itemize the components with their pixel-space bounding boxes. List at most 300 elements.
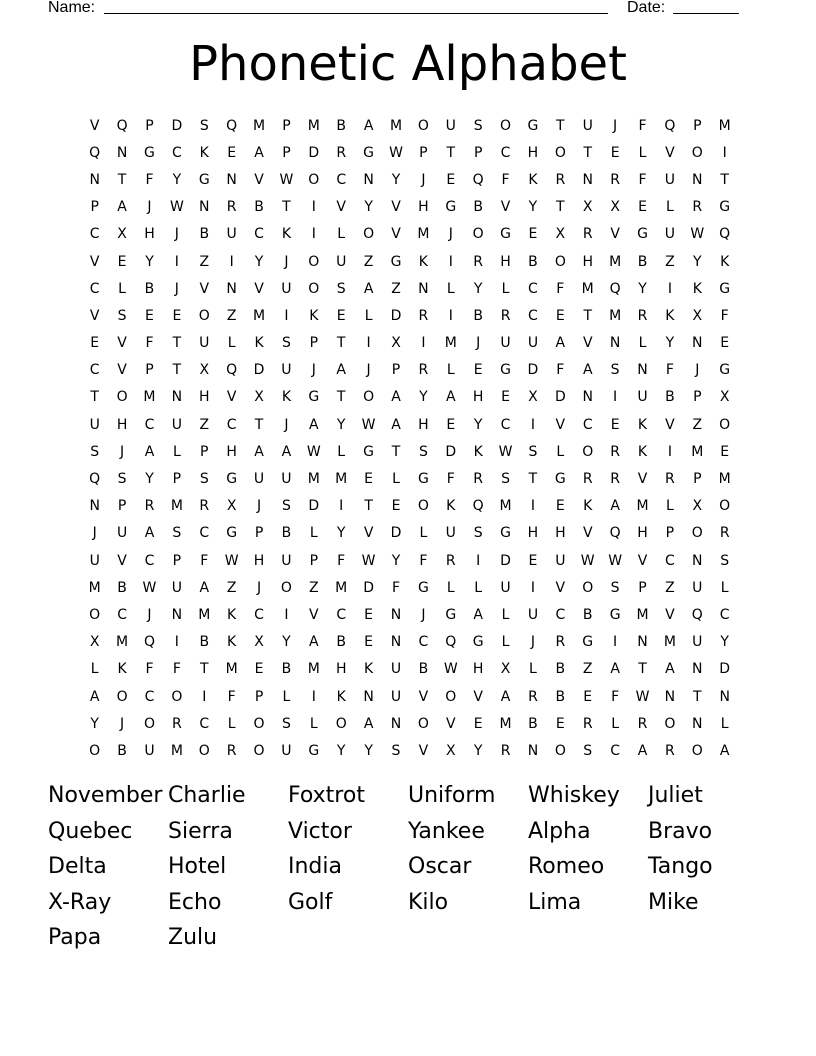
grid-letter[interactable]: B xyxy=(199,226,210,243)
grid-letter[interactable]: Y xyxy=(145,253,154,270)
grid-letter[interactable]: U xyxy=(555,552,566,569)
grid-letter[interactable]: C xyxy=(665,552,675,569)
grid-letter[interactable]: P xyxy=(309,335,319,352)
grid-letter[interactable]: E xyxy=(501,389,510,406)
grid-letter[interactable]: I xyxy=(284,307,289,324)
grid-letter[interactable]: M xyxy=(170,742,183,759)
grid-letter[interactable]: J xyxy=(695,362,700,379)
grid-letter[interactable]: C xyxy=(254,226,264,243)
grid-letter[interactable]: X xyxy=(117,226,127,243)
grid-letter[interactable]: T xyxy=(90,389,99,406)
grid-letter[interactable]: Q xyxy=(116,117,128,134)
grid-letter[interactable]: U xyxy=(171,416,182,433)
grid-letter[interactable]: M xyxy=(663,634,676,651)
grid-letter[interactable]: C xyxy=(719,606,730,623)
grid-letter[interactable]: Y xyxy=(419,389,428,406)
grid-letter[interactable]: R xyxy=(226,199,237,216)
grid-letter[interactable]: D xyxy=(719,661,731,678)
grid-letter[interactable]: R xyxy=(637,307,648,324)
grid-letter[interactable]: W xyxy=(389,144,403,161)
grid-letter[interactable]: W xyxy=(361,552,376,569)
grid-letter[interactable]: G xyxy=(527,117,539,134)
grid-letter[interactable]: L xyxy=(227,335,236,352)
grid-letter[interactable]: C xyxy=(199,715,210,732)
grid-letter[interactable]: X xyxy=(500,661,511,678)
grid-letter[interactable]: G xyxy=(445,606,457,623)
grid-letter[interactable]: P xyxy=(473,144,483,161)
grid-letter[interactable]: G xyxy=(417,471,429,488)
grid-letter[interactable]: Y xyxy=(473,280,483,297)
grid-letter[interactable]: R xyxy=(582,715,593,732)
grid-letter[interactable]: V xyxy=(582,525,593,542)
grid-letter[interactable]: N xyxy=(390,606,402,623)
grid-letter[interactable]: L xyxy=(611,715,620,732)
grid-letter[interactable]: X xyxy=(528,389,538,406)
grid-letter[interactable]: F xyxy=(665,362,674,379)
grid-letter[interactable]: F xyxy=(638,117,647,134)
grid-letter[interactable]: N xyxy=(89,498,100,515)
grid-letter[interactable]: A xyxy=(500,688,511,705)
grid-letter[interactable]: A xyxy=(144,525,155,542)
grid-letter[interactable]: B xyxy=(281,525,292,542)
grid-letter[interactable]: N xyxy=(116,144,128,161)
grid-letter[interactable]: J xyxy=(421,606,426,623)
grid-letter[interactable]: U xyxy=(281,280,292,297)
grid-letter[interactable]: I xyxy=(613,634,618,651)
grid-letter[interactable]: P xyxy=(693,471,702,488)
grid-letter[interactable]: Z xyxy=(199,416,210,433)
grid-letter[interactable]: U xyxy=(664,226,676,243)
grid-letter[interactable]: L xyxy=(282,688,291,705)
grid-letter[interactable]: B xyxy=(665,389,675,406)
grid-letter[interactable]: G xyxy=(308,742,320,759)
grid-letter[interactable]: V xyxy=(582,335,593,352)
grid-letter[interactable]: B xyxy=(336,117,347,134)
grid-letter[interactable]: Q xyxy=(89,144,101,161)
grid-letter[interactable]: R xyxy=(445,552,456,569)
grid-letter[interactable]: O xyxy=(691,525,703,542)
grid-letter[interactable]: V xyxy=(254,280,264,297)
grid-letter[interactable]: I xyxy=(448,253,453,270)
grid-letter[interactable]: O xyxy=(417,715,429,732)
grid-letter[interactable]: V xyxy=(418,688,429,705)
grid-letter[interactable]: Q xyxy=(719,226,731,243)
grid-letter[interactable]: D xyxy=(308,144,320,161)
grid-letter[interactable]: N xyxy=(390,715,402,732)
grid-letter[interactable]: L xyxy=(419,525,428,542)
grid-letter[interactable]: B xyxy=(117,742,127,759)
grid-letter[interactable]: N xyxy=(582,171,593,188)
grid-letter[interactable]: Y xyxy=(638,280,647,297)
grid-letter[interactable]: L xyxy=(638,144,647,161)
grid-letter[interactable]: F xyxy=(419,552,428,569)
grid-letter[interactable]: V xyxy=(665,144,675,161)
grid-letter[interactable]: R xyxy=(500,307,511,324)
grid-letter[interactable]: I xyxy=(722,144,727,161)
grid-letter[interactable]: L xyxy=(665,498,674,515)
grid-letter[interactable]: I xyxy=(530,416,536,433)
grid-letter[interactable]: K xyxy=(446,498,456,515)
grid-letter[interactable]: Z xyxy=(665,253,675,270)
grid-letter[interactable]: U xyxy=(281,742,292,759)
grid-letter[interactable]: C xyxy=(89,362,100,379)
grid-letter[interactable]: U xyxy=(144,742,155,759)
grid-letter[interactable]: Y xyxy=(364,199,373,216)
grid-letter[interactable]: W xyxy=(142,579,157,596)
grid-letter[interactable]: R xyxy=(418,307,429,324)
grid-letter[interactable]: C xyxy=(144,688,155,705)
grid-letter[interactable]: I xyxy=(448,307,453,324)
grid-letter[interactable]: P xyxy=(693,389,702,406)
grid-letter[interactable]: N xyxy=(609,335,621,352)
grid-letter[interactable]: M xyxy=(444,335,457,352)
grid-letter[interactable]: G xyxy=(500,362,511,379)
grid-letter[interactable]: S xyxy=(90,443,100,460)
grid-letter[interactable]: T xyxy=(528,471,538,488)
grid-letter[interactable]: O xyxy=(198,742,210,759)
grid-letter[interactable]: S xyxy=(391,742,401,759)
grid-letter[interactable]: Z xyxy=(582,661,593,678)
grid-letter[interactable]: T xyxy=(720,171,729,188)
grid-letter[interactable]: O xyxy=(554,742,566,759)
grid-letter[interactable]: M xyxy=(198,606,211,623)
grid-letter[interactable]: V xyxy=(637,471,648,488)
grid-letter[interactable]: C xyxy=(418,634,429,651)
grid-letter[interactable]: A xyxy=(309,416,319,433)
grid-letter[interactable]: P xyxy=(254,688,264,705)
grid-letter[interactable]: V xyxy=(500,199,511,216)
grid-letter[interactable]: C xyxy=(500,144,511,161)
grid-letter[interactable]: N xyxy=(692,335,703,352)
grid-letter[interactable]: G xyxy=(308,389,320,406)
grid-letter[interactable]: F xyxy=(501,171,510,188)
grid-letter[interactable]: S xyxy=(281,498,291,515)
grid-letter[interactable]: B xyxy=(254,199,264,216)
grid-letter[interactable]: V xyxy=(363,525,374,542)
grid-letter[interactable]: Q xyxy=(89,471,101,488)
grid-letter[interactable]: R xyxy=(610,171,620,188)
grid-letter[interactable]: B xyxy=(528,253,538,270)
grid-letter[interactable]: L xyxy=(529,661,537,678)
grid-letter[interactable]: Q xyxy=(472,498,484,515)
grid-letter[interactable]: R xyxy=(582,226,593,243)
grid-letter[interactable]: R xyxy=(473,253,484,270)
grid-letter[interactable]: G xyxy=(500,226,511,243)
grid-letter[interactable]: O xyxy=(198,307,210,324)
grid-letter[interactable]: D xyxy=(390,525,402,542)
grid-letter[interactable]: O xyxy=(417,117,429,134)
grid-letter[interactable]: X xyxy=(692,307,703,324)
grid-letter[interactable]: O xyxy=(582,579,594,596)
grid-letter[interactable]: M xyxy=(335,471,348,488)
grid-letter[interactable]: Y xyxy=(172,171,182,188)
grid-letter[interactable]: Y xyxy=(336,416,346,433)
grid-letter[interactable]: D xyxy=(500,552,511,569)
grid-letter[interactable]: F xyxy=(611,688,620,705)
grid-letter[interactable]: L xyxy=(556,443,565,460)
grid-letter[interactable]: J xyxy=(120,443,125,460)
grid-letter[interactable]: P xyxy=(200,443,209,460)
grid-letter[interactable]: R xyxy=(719,525,730,542)
grid-letter[interactable]: J xyxy=(476,335,481,352)
grid-letter[interactable]: O xyxy=(691,742,703,759)
grid-letter[interactable]: C xyxy=(171,144,182,161)
grid-letter[interactable]: L xyxy=(309,525,318,542)
grid-letter[interactable]: R xyxy=(144,498,155,515)
grid-letter[interactable]: M xyxy=(499,715,512,732)
grid-letter[interactable]: A xyxy=(89,688,100,705)
grid-letter[interactable]: J xyxy=(256,579,262,596)
grid-letter[interactable]: D xyxy=(171,117,183,134)
grid-letter[interactable]: K xyxy=(227,634,237,651)
grid-letter[interactable]: H xyxy=(527,144,539,161)
grid-letter[interactable]: U xyxy=(253,471,265,488)
grid-letter[interactable]: A xyxy=(582,362,593,379)
grid-letter[interactable]: K xyxy=(473,443,483,460)
grid-letter[interactable]: E xyxy=(610,416,620,433)
grid-letter[interactable]: M xyxy=(417,226,430,243)
grid-letter[interactable]: I xyxy=(530,579,536,596)
grid-letter[interactable]: Y xyxy=(528,199,538,216)
grid-letter[interactable]: G xyxy=(719,199,731,216)
grid-letter[interactable]: V xyxy=(226,389,237,406)
grid-letter[interactable]: V xyxy=(418,742,429,759)
grid-letter[interactable]: L xyxy=(337,226,346,243)
grid-letter[interactable]: M xyxy=(307,661,320,678)
grid-letter[interactable]: K xyxy=(720,253,730,270)
grid-letter[interactable]: P xyxy=(638,579,647,596)
grid-letter[interactable]: P xyxy=(145,362,154,379)
grid-letter[interactable]: V xyxy=(473,688,483,705)
grid-letter[interactable]: N xyxy=(637,634,648,651)
grid-letter[interactable]: G xyxy=(226,471,238,488)
grid-letter[interactable]: G xyxy=(226,525,238,542)
grid-letter[interactable]: U xyxy=(692,579,703,596)
grid-letter[interactable]: A xyxy=(363,117,374,134)
grid-letter[interactable]: T xyxy=(336,335,346,352)
grid-letter[interactable]: L xyxy=(392,471,400,488)
grid-letter[interactable]: I xyxy=(366,335,371,352)
grid-letter[interactable]: F xyxy=(638,171,647,188)
grid-letter[interactable]: O xyxy=(308,280,320,297)
grid-letter[interactable]: F xyxy=(391,579,401,596)
grid-letter[interactable]: A xyxy=(637,742,648,759)
grid-letter[interactable]: V xyxy=(391,199,401,216)
grid-letter[interactable]: V xyxy=(89,307,100,324)
grid-letter[interactable]: R xyxy=(692,199,703,216)
grid-letter[interactable]: L xyxy=(446,280,455,297)
grid-letter[interactable]: M xyxy=(225,661,238,678)
grid-letter[interactable]: Z xyxy=(226,579,237,596)
grid-letter[interactable]: Q xyxy=(226,117,238,134)
grid-letter[interactable]: C xyxy=(528,280,538,297)
grid-letter[interactable]: Y xyxy=(693,253,702,270)
grid-letter[interactable]: L xyxy=(364,307,373,324)
grid-letter[interactable]: Y xyxy=(665,335,675,352)
grid-letter[interactable]: T xyxy=(172,362,182,379)
grid-letter[interactable]: M xyxy=(609,253,622,270)
grid-letter[interactable]: C xyxy=(199,525,210,542)
grid-letter[interactable]: Z xyxy=(363,253,374,270)
grid-letter[interactable]: O xyxy=(719,498,731,515)
grid-letter[interactable]: S xyxy=(583,742,593,759)
grid-letter[interactable]: O xyxy=(308,171,320,188)
grid-letter[interactable]: V xyxy=(610,226,620,243)
grid-letter[interactable]: T xyxy=(117,171,127,188)
grid-letter[interactable]: K xyxy=(281,226,292,243)
grid-letter[interactable]: B xyxy=(281,661,292,678)
grid-letter[interactable]: L xyxy=(501,606,510,623)
grid-letter[interactable]: K xyxy=(336,688,346,705)
grid-letter[interactable]: O xyxy=(308,253,320,270)
grid-letter[interactable]: K xyxy=(199,144,209,161)
grid-letter[interactable]: A xyxy=(665,661,675,678)
grid-letter[interactable]: E xyxy=(638,199,647,216)
grid-letter[interactable]: D xyxy=(445,443,457,460)
grid-letter[interactable]: S xyxy=(501,471,510,488)
grid-letter[interactable]: E xyxy=(528,552,538,569)
grid-letter[interactable]: I xyxy=(339,498,344,515)
grid-letter[interactable]: J xyxy=(421,171,426,188)
grid-letter[interactable]: Z xyxy=(391,280,401,297)
grid-letter[interactable]: T xyxy=(199,661,209,678)
grid-letter[interactable]: N xyxy=(418,280,429,297)
grid-letter[interactable]: F xyxy=(556,280,565,297)
grid-letter[interactable]: K xyxy=(665,307,675,324)
grid-letter[interactable]: R xyxy=(473,471,484,488)
grid-letter[interactable]: E xyxy=(446,416,456,433)
grid-letter[interactable]: S xyxy=(720,552,730,569)
grid-letter[interactable]: Q xyxy=(664,117,676,134)
grid-letter[interactable]: B xyxy=(117,579,127,596)
grid-letter[interactable]: W xyxy=(279,171,294,188)
grid-letter[interactable]: M xyxy=(143,389,156,406)
grid-letter[interactable]: O xyxy=(363,389,375,406)
grid-letter[interactable]: A xyxy=(336,362,346,379)
grid-letter[interactable]: Y xyxy=(282,634,291,651)
grid-letter[interactable]: Z xyxy=(692,416,703,433)
grid-letter[interactable]: F xyxy=(227,688,236,705)
grid-letter[interactable]: G xyxy=(637,226,648,243)
grid-letter[interactable]: O xyxy=(116,389,128,406)
grid-letter[interactable]: C xyxy=(89,226,100,243)
grid-letter[interactable]: J xyxy=(311,362,316,379)
grid-letter[interactable]: W xyxy=(169,199,184,216)
grid-letter[interactable]: N xyxy=(89,171,100,188)
grid-letter[interactable]: U xyxy=(199,335,210,352)
grid-letter[interactable]: U xyxy=(226,226,237,243)
grid-letter[interactable]: U xyxy=(664,171,676,188)
grid-letter[interactable]: C xyxy=(336,606,347,623)
grid-letter[interactable]: M xyxy=(581,280,594,297)
grid-letter[interactable]: S xyxy=(172,525,182,542)
grid-letter[interactable]: Y xyxy=(145,471,154,488)
grid-letter[interactable]: K xyxy=(637,443,648,460)
grid-letter[interactable]: E xyxy=(720,335,730,352)
grid-letter[interactable]: M xyxy=(636,498,649,515)
grid-letter[interactable]: X xyxy=(719,389,730,406)
grid-letter[interactable]: R xyxy=(610,471,620,488)
grid-letter[interactable]: O xyxy=(171,688,183,705)
grid-letter[interactable]: M xyxy=(499,498,512,515)
grid-letter[interactable]: N xyxy=(719,688,730,705)
grid-letter[interactable]: P xyxy=(693,117,702,134)
grid-letter[interactable]: O xyxy=(253,715,265,732)
grid-letter[interactable]: V xyxy=(555,416,566,433)
grid-letter[interactable]: T xyxy=(364,498,373,515)
grid-letter[interactable]: H xyxy=(198,389,210,406)
grid-letter[interactable]: O xyxy=(335,715,347,732)
grid-letter[interactable]: L xyxy=(720,579,729,596)
grid-letter[interactable]: U xyxy=(390,661,402,678)
grid-letter[interactable]: E xyxy=(254,661,264,678)
grid-letter[interactable]: A xyxy=(309,634,319,651)
grid-letter[interactable]: N xyxy=(171,606,183,623)
grid-letter[interactable]: Y xyxy=(254,253,264,270)
grid-letter[interactable]: Q xyxy=(691,606,703,623)
grid-letter[interactable]: A xyxy=(610,661,620,678)
grid-letter[interactable]: X xyxy=(254,389,264,406)
grid-letter[interactable]: X xyxy=(254,634,264,651)
grid-letter[interactable]: E xyxy=(583,688,593,705)
grid-letter[interactable]: R xyxy=(665,471,675,488)
grid-letter[interactable]: M xyxy=(307,117,320,134)
grid-letter[interactable]: T xyxy=(282,199,291,216)
grid-letter[interactable]: P xyxy=(172,552,182,569)
grid-letter[interactable]: U xyxy=(89,552,100,569)
grid-letter[interactable]: Y xyxy=(336,742,346,759)
grid-letter[interactable]: N xyxy=(637,362,648,379)
grid-letter[interactable]: A xyxy=(254,443,264,460)
grid-letter[interactable]: R xyxy=(555,171,566,188)
grid-letter[interactable]: M xyxy=(252,307,266,324)
grid-letter[interactable]: Q xyxy=(472,171,484,188)
grid-letter[interactable]: K xyxy=(583,498,593,515)
grid-letter[interactable]: O xyxy=(554,144,566,161)
grid-letter[interactable]: I xyxy=(284,606,289,623)
grid-letter[interactable]: F xyxy=(145,661,154,678)
grid-letter[interactable]: P xyxy=(419,144,428,161)
grid-letter[interactable]: H xyxy=(116,416,128,433)
grid-letter[interactable]: E xyxy=(336,307,346,324)
grid-letter[interactable]: S xyxy=(281,715,291,732)
grid-letter[interactable]: G xyxy=(554,471,566,488)
grid-letter[interactable]: F xyxy=(172,661,181,678)
grid-letter[interactable]: E xyxy=(528,226,538,243)
grid-letter[interactable]: A xyxy=(610,498,620,515)
grid-letter[interactable]: I xyxy=(667,280,672,297)
grid-letter[interactable]: U xyxy=(445,117,456,134)
grid-letter[interactable]: K xyxy=(364,661,374,678)
grid-letter[interactable]: J xyxy=(147,606,152,623)
date-input-line[interactable] xyxy=(673,13,739,14)
grid-letter[interactable]: H xyxy=(335,661,347,678)
grid-letter[interactable]: A xyxy=(719,742,730,759)
grid-letter[interactable]: F xyxy=(200,552,209,569)
grid-letter[interactable]: O xyxy=(500,117,512,134)
grid-letter[interactable]: K xyxy=(418,253,428,270)
grid-letter[interactable]: A xyxy=(363,280,374,297)
grid-letter[interactable]: R xyxy=(226,742,237,759)
grid-letter[interactable]: H xyxy=(527,525,539,542)
grid-letter[interactable]: I xyxy=(476,552,481,569)
grid-letter[interactable]: W xyxy=(361,416,376,433)
grid-letter[interactable]: X xyxy=(391,335,401,352)
grid-letter[interactable]: P xyxy=(90,199,99,216)
grid-letter[interactable]: H xyxy=(253,552,265,569)
grid-letter[interactable]: O xyxy=(417,498,429,515)
grid-letter[interactable]: T xyxy=(446,144,456,161)
